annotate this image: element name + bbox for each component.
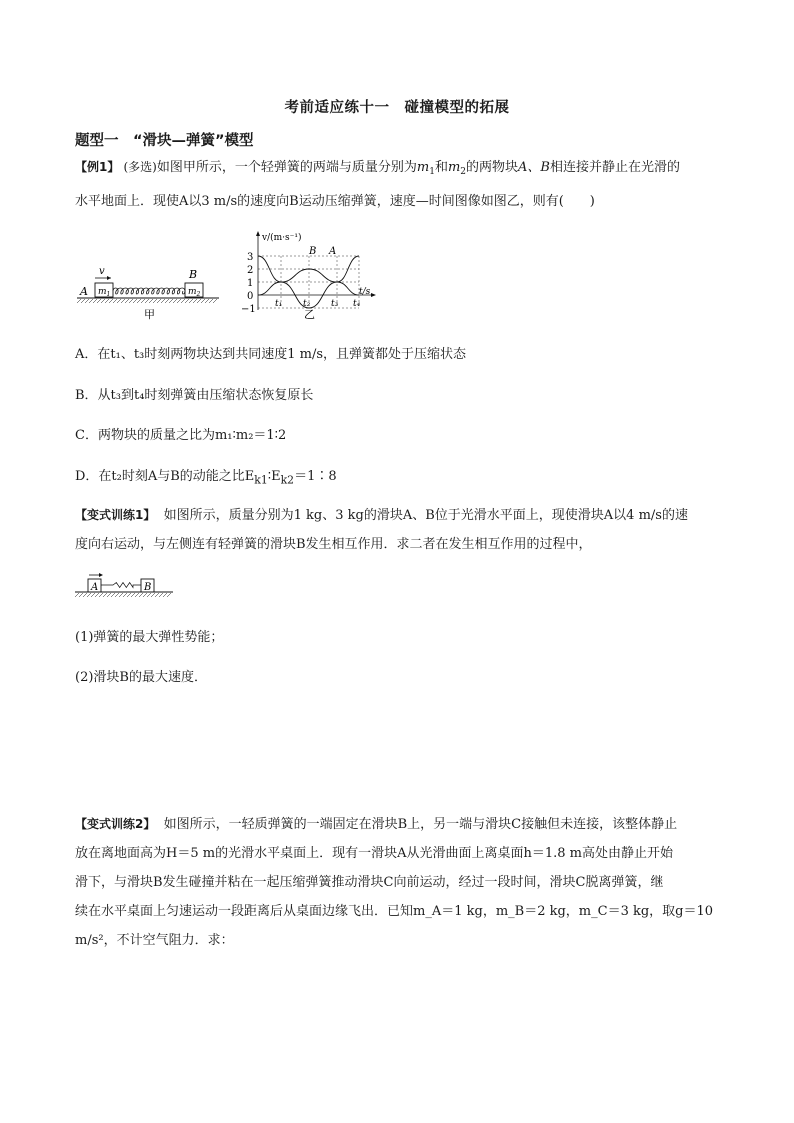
- example1-text2: 的两物块: [466, 160, 519, 175]
- example1-text4: 相连接并静止在光滑的: [550, 160, 681, 175]
- option-B: B．从t₃到t₄时刻弹簧由压缩状态恢复原长: [75, 388, 314, 403]
- m1-subscript: 1: [429, 167, 435, 177]
- curve-label-A: A: [329, 246, 337, 257]
- m2-symbol: m: [447, 160, 461, 175]
- example1-kind: (多选): [123, 160, 157, 174]
- variant2-line2: 放在离地面高为H＝5 m的光滑水平桌面上．现有一滑块A从光滑曲面上离桌面h＝1.8 m高处由静止开始: [75, 846, 673, 861]
- x-tick-label: t₂: [303, 299, 311, 309]
- variant1-question1: (1)弹簧的最大弹性势能；: [75, 630, 224, 645]
- figure-jia-caption: 甲: [144, 308, 155, 321]
- v-axis-label: v/(m·s⁻¹): [262, 233, 302, 243]
- variant2-line1: 如图所示，一轻质弹簧的一端固定在滑块B上，另一端与滑块C接触但未连接，该整体静止: [163, 817, 678, 832]
- y-tick-labels: [241, 252, 256, 315]
- x-tick-label: t₁: [275, 299, 283, 309]
- example1-text1: 如图甲所示，一个轻弹簧的两端与质量分别为: [156, 160, 417, 175]
- figure-jia: [73, 262, 223, 324]
- option-A: A．在t₁、t₃时刻两物块达到共同速度1 m/s，且弹簧都处于压缩状态: [75, 347, 467, 362]
- y-tick-label: 1: [247, 278, 254, 289]
- example1-tag: 【例1】: [75, 160, 120, 174]
- y-tick-label: 0: [247, 291, 254, 302]
- variant2-line3: 滑下，与滑块B发生碰撞并粘在一起压缩弹簧推动滑块C向前运动，经过一段时间，滑块C脱离弹簧，继: [75, 875, 664, 890]
- spring: [113, 288, 185, 294]
- option-C: C．两物块的质量之比为m₁∶m₂＝1∶2: [75, 428, 287, 443]
- x-tick-label: t₃: [331, 299, 339, 309]
- option-D: D．在t₂时刻A与B的动能之比$E_{k1}∶E_{k2}=1∶8$: [75, 469, 337, 487]
- variant1-line1: 如图所示，质量分别为1 kg、3 kg的滑块A、B位于光滑水平面上，现使滑块A以4 m/s的速: [163, 508, 688, 523]
- A-label: A: [80, 285, 88, 298]
- y-tick-label: 2: [247, 265, 254, 276]
- variant2-paragraph: [75, 810, 725, 955]
- velocity-arrow-head: [107, 276, 111, 280]
- variant1-line2: 度向右运动，与左侧连有轻弹簧的滑块B发生相互作用．求二者在发生相互作用的过程中，: [75, 537, 592, 552]
- example1-text3: A、B: [518, 160, 550, 175]
- v-axis-arrow: [256, 231, 260, 236]
- page-title: 考前适应练十一 碰撞模型的拓展: [284, 100, 510, 116]
- y-tick-label: −1: [241, 304, 256, 315]
- v-label: v: [99, 266, 105, 277]
- variant1-question2: (2)滑块B的最大速度．: [75, 670, 207, 685]
- B-label: B: [189, 268, 198, 281]
- ground-hatch: [77, 299, 217, 303]
- and-text: 和: [434, 160, 448, 175]
- example1-paragraph: [75, 153, 725, 216]
- section-heading: 题型一 “滑块—弹簧”模型: [75, 133, 254, 149]
- m1-symbol: m: [416, 160, 430, 175]
- variant1-B-label: B: [144, 582, 152, 593]
- variant1-A-label: A: [91, 582, 99, 593]
- m1-block-label: $m_1$: [98, 287, 111, 298]
- y-tick-label: 3: [247, 252, 254, 263]
- example1-line2: 水平地面上．现使A以3 m/s的速度向B运动压缩弹簧，速度—时间图像如图乙，则有( ): [75, 194, 595, 209]
- figure-yi-chart: [238, 226, 388, 320]
- curve-label-B: B: [309, 246, 317, 257]
- variant1-figure: [73, 570, 177, 600]
- t-axis-label: t/s: [359, 287, 371, 297]
- variant2-tag: 【变式训练2】: [75, 817, 156, 831]
- variant2-line4: 续在水平桌面上匀速运动一段距离后从桌面边缘飞出．已知m_A＝1 kg，m_B＝2 kg，m_C＝3 kg，取g＝10: [75, 904, 714, 919]
- figure-yi-caption: 乙: [304, 308, 315, 320]
- variant1-spring: [101, 583, 141, 588]
- variant2-line5: m/s²，不计空气阻力．求：: [75, 933, 234, 948]
- m2-block-label: $m_2$: [188, 287, 201, 298]
- variant1-tag: 【变式训练1】: [75, 508, 156, 522]
- variant1-ground-hatch: [75, 593, 171, 597]
- variant1-paragraph: [75, 501, 725, 559]
- x-tick-label: t₄: [353, 299, 361, 309]
- t-axis-arrow: [371, 293, 376, 297]
- variant1-arrow-head: [99, 573, 103, 577]
- m2-subscript: 2: [460, 167, 467, 177]
